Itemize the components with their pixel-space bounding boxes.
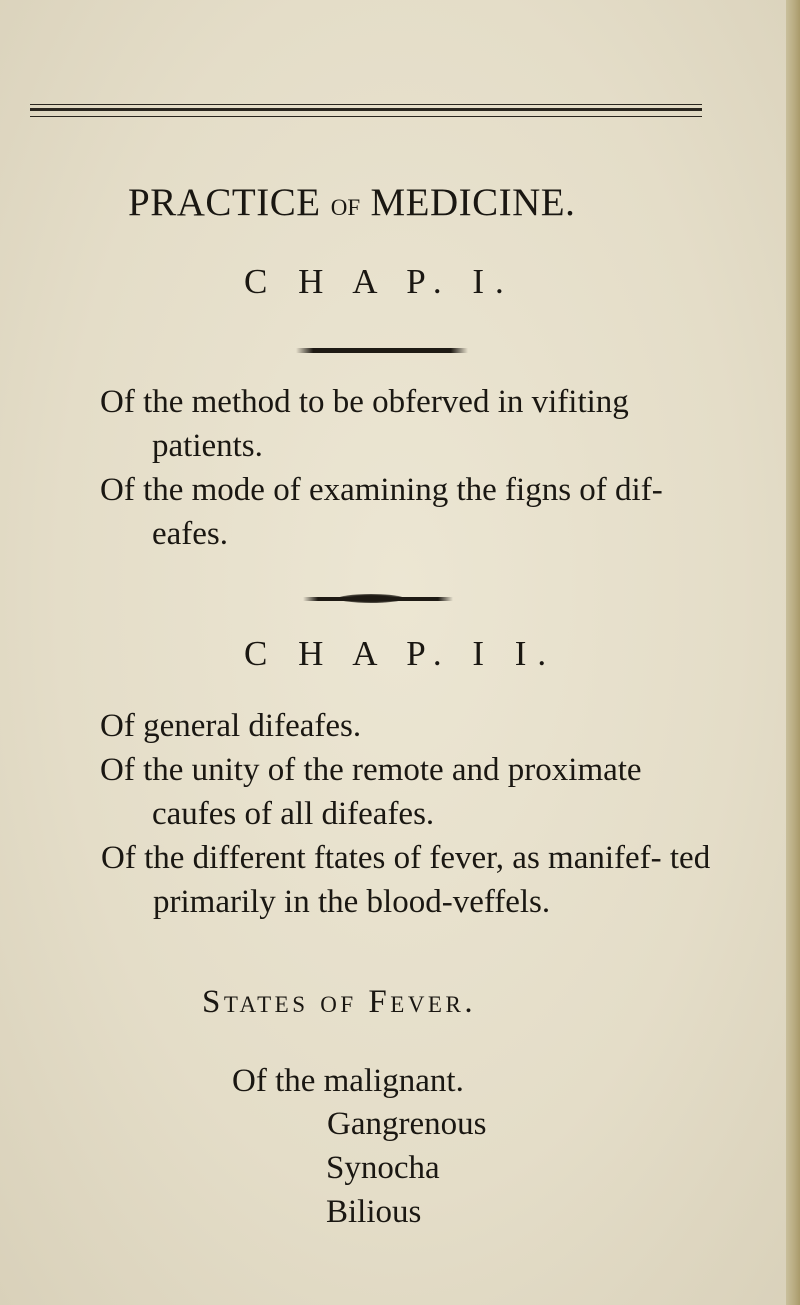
states-of-fever-heading xyxy=(202,984,476,1021)
state-item-2: Synocha xyxy=(326,1150,440,1186)
rule-line xyxy=(30,104,702,105)
states-heading-text: States of Fever. xyxy=(202,984,477,1020)
page-binding-edge xyxy=(786,0,800,1305)
top-double-rule xyxy=(30,104,702,120)
chapter-1-ornament-rule xyxy=(296,348,468,353)
chapter-2-entry-1: Of general difeafes. xyxy=(100,708,362,744)
chapter-2-entry-2: Of the unity of the remote and proximate caufes of all difeafes. xyxy=(100,752,642,832)
chapter-1-entry-1: Of the method to be obferved in vifiting patients. xyxy=(100,384,629,464)
states-intro: Of the malignant. xyxy=(232,1063,464,1099)
state-item-3: Bilious xyxy=(326,1194,422,1230)
title-text-medicine: MEDICINE. xyxy=(360,181,576,224)
rule-line xyxy=(30,116,702,117)
state-item-1: Gangrenous xyxy=(327,1106,487,1142)
rule-line xyxy=(30,108,702,111)
chapter-1-entry-2: Of the mode of examining the figns of dif- eafes. xyxy=(100,472,663,552)
title-text-practice: PRACTICE xyxy=(128,181,331,224)
chapter-2-entry-3: Of the different ftates of fever, as manifef- ted primarily in the blood-veffels. xyxy=(101,840,711,920)
page-title xyxy=(128,180,575,225)
chapter-2-heading: C H A P. I I. xyxy=(244,634,558,673)
chapter-2-ornament-swell xyxy=(338,594,404,603)
chapter-1-heading: C H A P. I. xyxy=(244,262,515,301)
title-text-of: OF xyxy=(330,195,361,220)
